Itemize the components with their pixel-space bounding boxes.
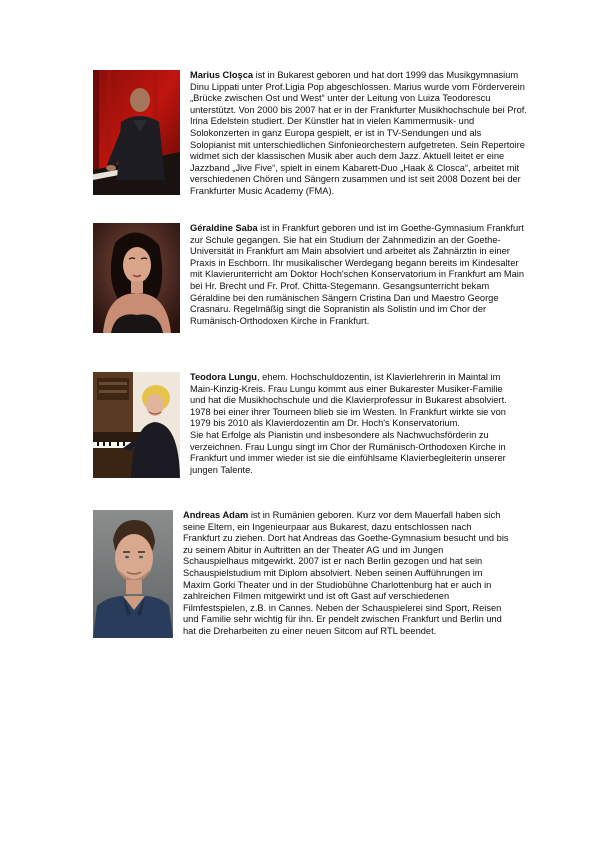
bio-text: Andreas Adam ist in Rumänien geboren. Kurz vor dem Mauerfall haben sich seine Eltern, ein Ingenieurpaar aus Bukarest, dazu entschlossen nach Frankfurt zu ziehen. Dort hat Andreas das Goethe-Gymnasium besucht und bis zu seinem Abitur in Auftritten an der Theater AG und im Jungen Schauspielhaus mitgewirkt. 2007 ist er nach Berlin gezogen und hat sein Schauspielstudium mit Diplom absolviert. Neben seinen Aufführungen im Maxim Gorki Theater und in der Studiobühne Charlottenburg hat er auch in zahlreichen Filmen mitgewirkt und ist oft Gast auf verschiedenen Filmfestspielen, z.B. in Cannes. Neben der Schauspielerei sind Sport, Reisen und Familie sehr wichtig für ihn. Er pendelt zwischen Frankfurt und Berlin und hat die Dreharbeiten zu einer neuen Sitcom auf RTL beendet. — [183, 510, 509, 636]
soprano-woman-portrait-icon — [93, 223, 180, 333]
bio-name: Andreas Adam — [183, 510, 249, 520]
bio-text: Teodora Lungu, ehem. Hochschuldozentin, ist Klavierlehrerin in Maintal im Main-Kinzig-Kreis. Frau Lungu kommt aus einer Bukarester Musiker-Familie und hat die Musikhochschule und die Klavierprofessur in Bukarest absolviert. 1978 bei einer ihrer Tourneen blieb sie im Westen. In Frankfurt wirkte sie von 1979 bis 2010 als Klavierdozentin am Dr. Hoch's Konservatorium. Sie hat Erfolge als Pianistin und insbesondere als Nachwuchsförderin zu verzeichnen. Frau Lungu singt im Chor der Rumänisch-Orthodoxen Kirche in Frankfurt und immer wieder ist sie die einfühlsame Klavierbegleiterin unserer jungen Talente. — [190, 372, 507, 475]
bio-name: Teodora Lungu — [190, 372, 257, 382]
bio-text: Marius Cloşca ist in Bukarest geboren und hat dort 1999 das Musikgymnasium Dinu Lippati unter Prof.Ligia Pop abgeschlossen. Marius wurde vom Förderverein „Brücke zwischen Ost und West“ unter der Leitung von Luiza Teodorescu unterstützt. Von 2000 bis 2007 hat er in der Frankfurter Musikhochschule bei Prof. Irina Edelstein studiert. Der Künstler hat in vielen Kammermusik- und Solokonzerten in ganz Europa gespielt, er ist in TV-Sendungen und als Solopianist mit unterschiedlichen Sinfonieorchestern aufgetreten. Sein Repertoire widmet sich der klassischen Musik aber auch dem Jazz. Aktuell leitet er eine Jazzband „Jive Five“, spielt in einem Kabarett-Duo „Haak & Closca“, arbeitet mit verschiedenen Chören und Sängern zusammen und ist seit 2008 Dozent bei der Frankfurter Music Academy (FMA). — [190, 70, 527, 196]
pianist-woman-portrait-icon — [93, 372, 180, 478]
bio-name: Géraldine Saba — [190, 223, 258, 233]
actor-man-portrait-icon — [93, 510, 173, 638]
bio-name: Marius Cloşca — [190, 70, 254, 80]
pianist-man-portrait-icon — [93, 70, 180, 195]
bio-text: Géraldine Saba ist in Frankfurt geboren und ist im Goethe-Gymnasium Frankfurt zur Schule gegangen. Sie hat ein Studium der Zahnmedizin an der Goethe- Universität in Frankfurt am Main absolviert und arbeitet als Zahnärztin in einer Praxis in Eschborn. Ihr musikalischer Werdegang begann bereits im Kindesalter mit Klavierunterricht am Doktor Hoch'schen Konservatorium in Frankfurt am Main bei Hr. Brecht und Fr. Prof. Chitta-Stegemann. Gesangsunterricht bekam Géraldine bei den rumänischen Sängern Cristina Dan und Maestro George Crasnaru. Regelmäßig singt die Sopranistin als Solistin und im Chor der Rumänisch-Orthodoxen Kirche in Frankfurt. — [190, 223, 524, 326]
